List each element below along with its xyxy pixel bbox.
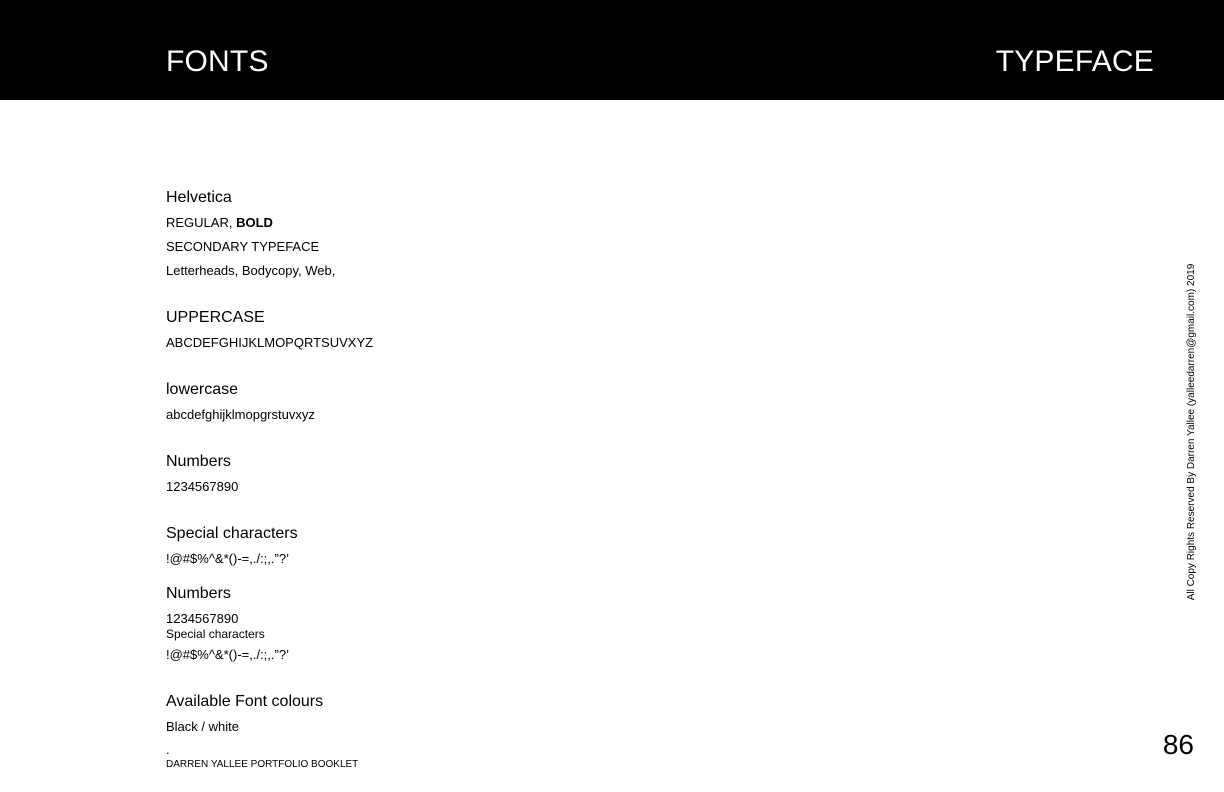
lowercase-sample: abcdefghijklmopgrstuvxyz xyxy=(166,407,315,422)
stray-dot: . xyxy=(166,742,170,757)
special-characters-sample: !@#$%^&*()-=,./:;,.”?’ xyxy=(166,551,289,566)
page-number: 86 xyxy=(1162,729,1194,760)
font-weights xyxy=(166,215,273,231)
special-characters-heading: Special characters xyxy=(166,525,298,542)
font-name: Helvetica xyxy=(166,189,232,206)
lowercase-heading: lowercase xyxy=(166,381,239,398)
numbers-heading: Numbers xyxy=(166,453,231,470)
font-colours-value: Black / white xyxy=(166,719,239,734)
font-usage: Letterheads, Bodycopy, Web, xyxy=(166,263,336,278)
numbers-sample: 1234567890 xyxy=(166,479,239,494)
numbers-sample-secondary: 1234567890 xyxy=(166,611,239,626)
weight-bold: BOLD xyxy=(236,215,273,230)
numbers-heading-secondary: Numbers xyxy=(166,585,231,602)
uppercase-heading: UPPERCASE xyxy=(166,309,265,326)
copyright-notice: All Copy Rights Reserved By Darren Yallee (yalleedarren@gmail.com) 2019 xyxy=(1186,263,1197,601)
header-title-fonts: FONTS xyxy=(166,45,269,78)
booklet-footer: DARREN YALLEE PORTFOLIO BOOKLET xyxy=(166,759,359,770)
special-characters-sample-secondary: !@#$%^&*()-=,./:;,.”?’ xyxy=(166,647,289,662)
header-title-typeface: TYPEFACE xyxy=(995,45,1154,78)
font-role: SECONDARY TYPEFACE xyxy=(166,239,320,254)
weight-regular: REGULAR, xyxy=(166,215,237,230)
special-characters-label-secondary: Special characters xyxy=(166,627,265,641)
uppercase-sample: ABCDEFGHIJKLMOPQRTSUVXYZ xyxy=(166,335,374,350)
font-colours-heading: Available Font colours xyxy=(166,693,324,710)
header-bar xyxy=(0,0,1224,100)
